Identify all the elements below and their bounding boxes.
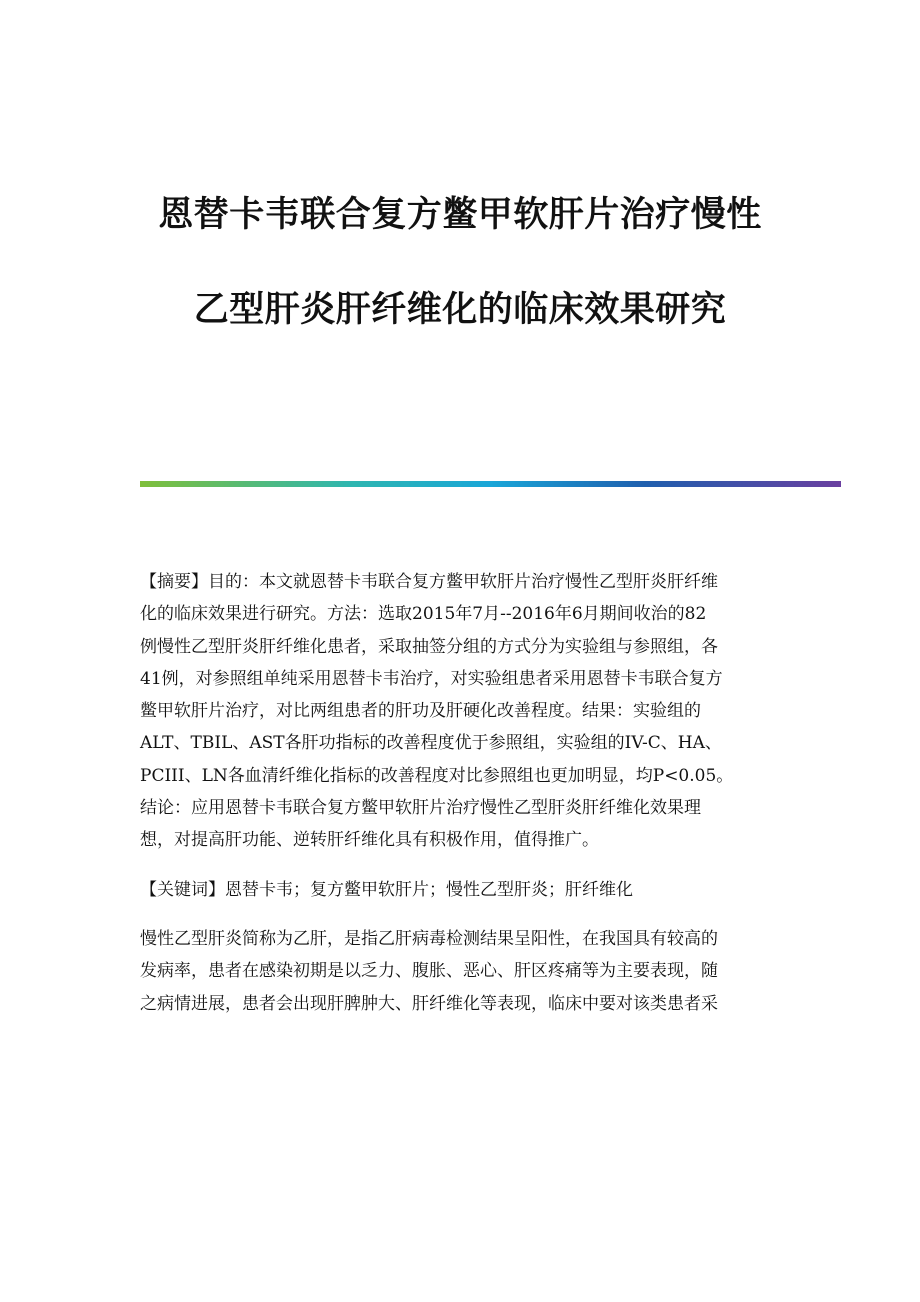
intro-line: 慢性乙型肝炎简称为乙肝，是指乙肝病毒检测结果呈阳性，在我国具有较高的 xyxy=(140,928,718,949)
abstract-line: 41例，对参照组单纯采用恩替卡韦治疗，对实验组患者采用恩替卡韦联合复方 xyxy=(140,668,723,689)
document-title xyxy=(80,192,840,333)
abstract-line: PCIII、LN各血清纤维化指标的改善程度对比参照组也更加明显，均P<0.05。 xyxy=(140,765,734,786)
gradient-divider xyxy=(140,481,841,487)
title-line-2: 乙型肝炎肝纤维化的临床效果研究 xyxy=(193,290,727,330)
abstract-line: 【摘要】目的：本文就恩替卡韦联合复方鳖甲软肝片治疗慢性乙型肝炎肝纤维 xyxy=(140,572,718,592)
abstract-line: 鳖甲软肝片治疗，对比两组患者的肝功及肝硬化改善程度。结果：实验组的 xyxy=(140,701,701,722)
keywords-line: 【关键词】恩替卡韦；复方鳖甲软肝片；慢性乙型肝炎；肝纤维化 xyxy=(140,879,633,900)
intro-line: 之病情进展，患者会出现肝脾肿大、肝纤维化等表现，临床中要对该类患者采 xyxy=(140,993,718,1014)
abstract-paragraph xyxy=(140,566,780,857)
abstract-line: 结论：应用恩替卡韦联合复方鳖甲软肝片治疗慢性乙型肝炎肝纤维化效果理 xyxy=(140,798,701,819)
title-line-1: 恩替卡韦联合复方鳖甲软肝片治疗慢性 xyxy=(158,195,762,235)
intro-paragraph xyxy=(140,923,780,1020)
document-body xyxy=(140,566,780,1020)
keywords-paragraph xyxy=(140,874,780,906)
abstract-line: 想，对提高肝功能、逆转肝纤维化具有积极作用，值得推广。 xyxy=(140,830,599,851)
abstract-line: 化的临床效果进行研究。方法：选取2015年7月--2016年6月期间收治的82 xyxy=(140,604,707,625)
abstract-line: ALT、TBIL、AST各肝功指标的改善程度优于参照组，实验组的IV-C、HA、 xyxy=(140,733,722,754)
intro-line: 发病率，患者在感染初期是以乏力、腹胀、恶心、肝区疼痛等为主要表现，随 xyxy=(140,961,718,982)
abstract-line: 例慢性乙型肝炎肝纤维化患者，采取抽签分组的方式分为实验组与参照组，各 xyxy=(140,636,718,657)
